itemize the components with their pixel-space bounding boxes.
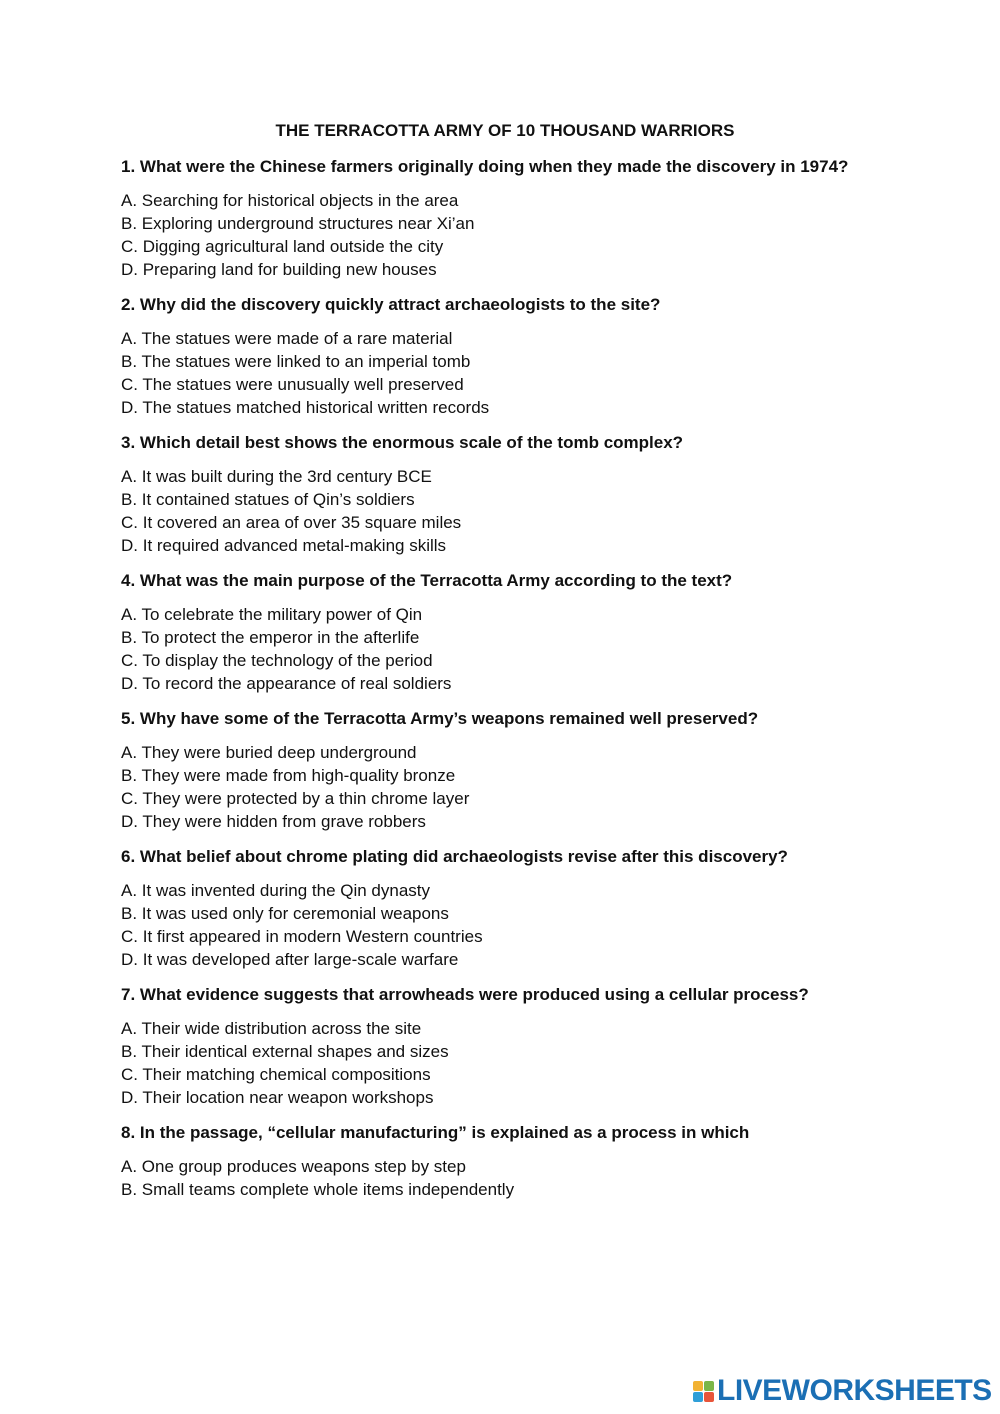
option-d: D. It required advanced metal-making skills xyxy=(121,536,447,555)
answer-options xyxy=(121,741,881,833)
option-c: C. They were protected by a thin chrome layer xyxy=(121,789,470,808)
option-a: A. To celebrate the military power of Qin xyxy=(121,605,423,624)
question-text: 3. Which detail best shows the enormous scale of the tomb complex? xyxy=(121,433,684,452)
question-text: 8. In the passage, “cellular manufacturing” is explained as a process in which xyxy=(121,1123,750,1142)
option-c: C. To display the technology of the period xyxy=(121,651,433,670)
option-b: B. Exploring underground structures near Xi’an xyxy=(121,214,475,233)
option-b: B. It contained statues of Qin’s soldiers xyxy=(121,490,415,509)
question-text: 5. Why have some of the Terracotta Army’s weapons remained well preserved? xyxy=(121,709,759,728)
option-a: A. It was built during the 3rd century BCE xyxy=(121,467,432,486)
option-b: B. They were made from high-quality bronze xyxy=(121,766,456,785)
option-d: D. They were hidden from grave robbers xyxy=(121,812,426,831)
answer-options xyxy=(121,1155,881,1201)
question-3 xyxy=(121,431,881,557)
logo-square-blue xyxy=(693,1392,703,1402)
worksheet-page xyxy=(121,119,881,1213)
option-c: C. It first appeared in modern Western countries xyxy=(121,927,483,946)
question-6 xyxy=(121,845,881,971)
option-d: D. Preparing land for building new houses xyxy=(121,260,437,279)
logo-text: LIVEWORKSHEETS xyxy=(717,1374,992,1407)
option-a: A. Searching for historical objects in the area xyxy=(121,191,459,210)
option-c: C. Digging agricultural land outside the city xyxy=(121,237,444,256)
option-d: D. It was developed after large-scale warfare xyxy=(121,950,459,969)
answer-options xyxy=(121,879,881,971)
liveworksheets-logo-icon xyxy=(693,1381,714,1402)
answer-options xyxy=(121,327,881,419)
option-a: A. They were buried deep underground xyxy=(121,743,417,762)
option-b: B. The statues were linked to an imperial tomb xyxy=(121,352,471,371)
option-d: D. The statues matched historical written records xyxy=(121,398,490,417)
option-a: A. One group produces weapons step by step xyxy=(121,1157,466,1176)
question-1 xyxy=(121,155,881,281)
logo-square-yellow xyxy=(693,1381,703,1391)
question-text: 2. Why did the discovery quickly attract archaeologists to the site? xyxy=(121,295,661,314)
option-a: A. It was invented during the Qin dynasty xyxy=(121,881,431,900)
option-d: D. Their location near weapon workshops xyxy=(121,1088,434,1107)
option-b: B. It was used only for ceremonial weapons xyxy=(121,904,449,923)
option-a: A. The statues were made of a rare material xyxy=(121,329,453,348)
answer-options xyxy=(121,1017,881,1109)
option-b: B. Their identical external shapes and sizes xyxy=(121,1042,449,1061)
option-b: B. To protect the emperor in the afterlife xyxy=(121,628,420,647)
question-text: 6. What belief about chrome plating did archaeologists revise after this discovery? xyxy=(121,847,788,866)
question-7 xyxy=(121,983,881,1109)
option-c: C. The statues were unusually well preserved xyxy=(121,375,464,394)
question-text: 1. What were the Chinese farmers originally doing when they made the discovery in 1974? xyxy=(121,157,849,176)
question-2 xyxy=(121,293,881,419)
logo-square-red xyxy=(704,1392,714,1402)
answer-options xyxy=(121,465,881,557)
answer-options xyxy=(121,189,881,281)
liveworksheets-logo[interactable] xyxy=(693,1376,992,1406)
logo-square-green xyxy=(704,1381,714,1391)
question-8 xyxy=(121,1121,881,1201)
option-a: A. Their wide distribution across the site xyxy=(121,1019,422,1038)
question-5 xyxy=(121,707,881,833)
option-c: C. Their matching chemical compositions xyxy=(121,1065,431,1084)
question-4 xyxy=(121,569,881,695)
option-d: D. To record the appearance of real soldiers xyxy=(121,674,452,693)
option-b: B. Small teams complete whole items independently xyxy=(121,1180,515,1199)
answer-options xyxy=(121,603,881,695)
page-title: THE TERRACOTTA ARMY OF 10 THOUSAND WARRIORS xyxy=(275,121,735,140)
option-c: C. It covered an area of over 35 square miles xyxy=(121,513,462,532)
question-text: 4. What was the main purpose of the Terracotta Army according to the text? xyxy=(121,571,733,590)
question-text: 7. What evidence suggests that arrowheads were produced using a cellular process? xyxy=(121,985,809,1004)
